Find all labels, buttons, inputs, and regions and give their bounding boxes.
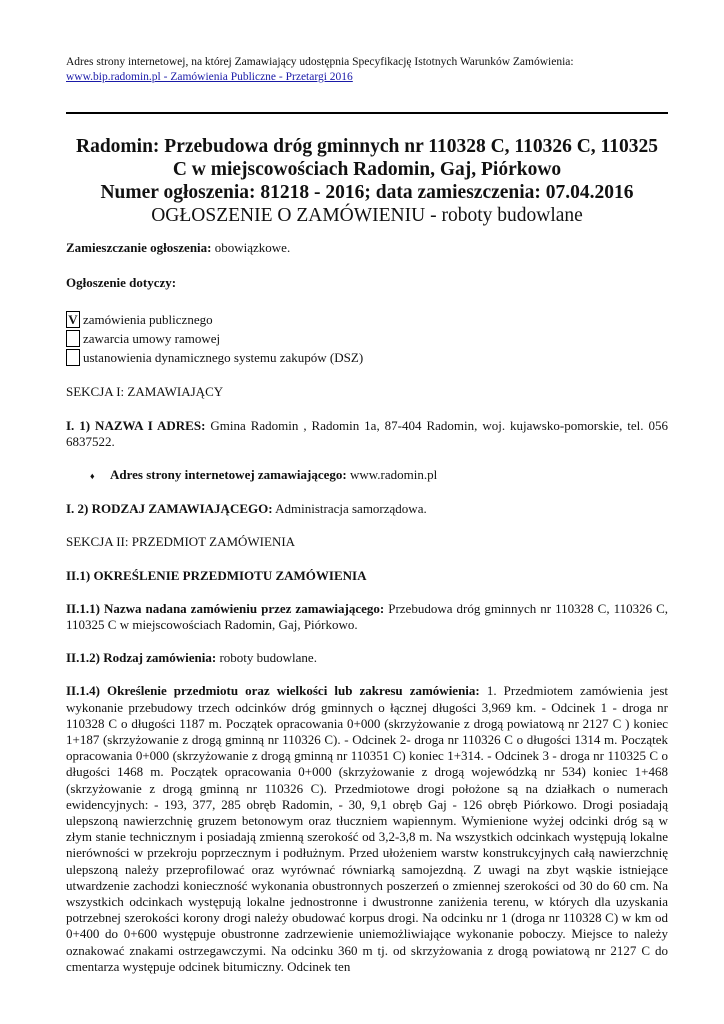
title-line-4: OGŁOSZENIE O ZAMÓWIENIU - roboty budowlane [151,205,583,226]
ii12-value: roboty budowlane. [216,650,317,666]
option-label: ustanowienia dynamicznego systemu zakupów (DSZ) [83,349,364,365]
checkbox[interactable] [66,349,80,366]
page-header [66,55,574,85]
ii11-value: Przebudowa dróg gminnych nr 110328 C, 110326 C, 110325 C w miejscowościach Radomin, Gaj, Piórkowo. [66,600,669,633]
ii11-label: II.1.1) Nazwa nadana zamówieniu przez zamawiającego: [66,600,385,616]
option-label: zawarcia umowy ramowej [83,330,221,346]
bullet-icon: ♦ [90,471,95,482]
section-2-heading: SEKCJA II: PRZEDMIOT ZAMÓWIENIA [66,534,296,550]
i2-value: Administracja samorządowa. [272,501,427,517]
notice-title [66,135,668,227]
zamieszczanie-value: obowiązkowe. [211,240,291,255]
i2-label: I. 2) RODZAJ ZAMAWIAJĄCEGO: [66,501,273,517]
dotyczy-label: Ogłoszenie dotyczy: [66,275,177,291]
i1-row [66,418,668,450]
ii12-row [66,650,668,666]
header-intro: Adres strony internetowej, na której Zamawiający udostępnia Specyfikację Istotnych Warunków Zamówienia: [66,56,574,68]
adres-value: www.radomin.pl [346,467,438,483]
checkbox[interactable]: V [66,311,80,328]
header-link[interactable]: www.bip.radomin.pl - Zamówienia Publiczne - Przetargi 2016 [66,71,353,83]
dotyczy-options [66,310,668,367]
title-line-3: Numer ogłoszenia: 81218 - 2016; data zamieszczenia: 07.04.2016 [100,182,634,203]
ii14-value: 1. Przedmiotem zamówienia jest wykonanie przebudowy trzech odcinków dróg gminnych o łącznej długości 3,969 km. - Odcinek 1 - droga nr 110328 C o długości 1187 m. Początek opracowania 0+000 (skrzyżowanie z drogą powiatową nr 2127 C ) koniec 1+187 (skrzyżowanie z drogą gminną nr 110326 C). - Odcinek 2- droga nr 110326 C o długości 1314 m. Początek opracowania 0+000 (skrzyżowanie z drogą gminną nr 110351 C) koniec 1+314. - Odcinek 3 - droga nr 110325 C o długości 1468 m. Początek opracowania 0+000 (skrzyżowanie z drogą wojewódzką nr 534) koniec 1+468 (skrzyżowanie z drogą gminną nr 110326 C). Przedmiotowe drogi położone są na działkach o numerach ewidencyjnych: - 193, 377, 285 obręb Radomin, - 30, 9,1 obręb Gaj - 126 obręb Piórkowo. Drogi posiadają ulepszoną nawierzchnię gruzem betonowym oraz tłuczniem wapiennym. Wymienione wyżej odcinki dróg są w złym stanie technicznym i posiadają zmienną szerokość od 3,2-3,8 m. Na wszystkich odcinkach występują lokalne nierówności w przekroju poprzecznym i podłużnym. Przed ułożeniem warstw konstrukcyjnych całą nawierzchnię ulepszoną należy przeprofilować oraz wyrównać równiarką samojezdną. Z uwagi na zbyt wąskie istniejące utwardzenie zachodzi konieczność wykonania obustronnych poszerzeń o zmiennej szerokości od 30 do 60 cm. Na wszystkich odcinkach występują lokalne jednostronne i dwustronne zaniżenia terenu, w których dla uzyskania potrzebnej szerokości korony drogi należy obudować korpus drogi. Na odcinku nr 1 (droga nr 110328 C) w km od 0+400 do 0+600 występuje obustronne zadrzewienie uniemożliwiające wykonanie poboczy. Miejsce to należy oznakować znakami ostrzegawczymi. Na odcinku 360 m tj. od skrzyżowania z drogą powiatową nr 2127 C do cmentarza występuje odcinek bitumiczny. Odcinek ten [66,683,668,974]
ii14-label: II.1.4) Określenie przedmiotu oraz wielkości lub zakresu zamówienia: [66,683,480,699]
option-label: zamówienia publicznego [83,311,213,327]
i1-label: I. 1) NAZWA I ADRES: [66,417,206,433]
title-line-1: Radomin: Przebudowa dróg gminnych nr 110328 C, 110326 C, 110325 [76,136,658,157]
ii12-label: II.1.2) Rodzaj zamówienia: [66,650,217,666]
adres-row [66,467,668,484]
option-row [66,348,668,367]
notice-body [66,240,668,975]
ii1-heading: II.1) OKREŚLENIE PRZEDMIOTU ZAMÓWIENIA [66,567,367,583]
adres-label: Adres strony internetowej zamawiającego: [110,467,347,483]
option-row [66,310,668,329]
ii11-row [66,601,668,633]
i1-value: Gmina Radomin , Radomin 1a, 87-404 Radomin, woj. kujawsko-pomorskie, tel. 056 6837522. [66,417,668,449]
option-row [66,329,668,348]
section-1-heading: SEKCJA I: ZAMAWIAJĄCY [66,384,224,400]
checkbox[interactable] [66,330,80,347]
header-divider [66,112,668,114]
ii14-row [66,683,668,975]
i2-row [66,501,668,517]
zamieszczanie-row [66,240,668,256]
title-line-2: C w miejscowościach Radomin, Gaj, Piórkowo [172,159,562,180]
zamieszczanie-label: Zamieszczanie ogłoszenia: [66,240,212,255]
